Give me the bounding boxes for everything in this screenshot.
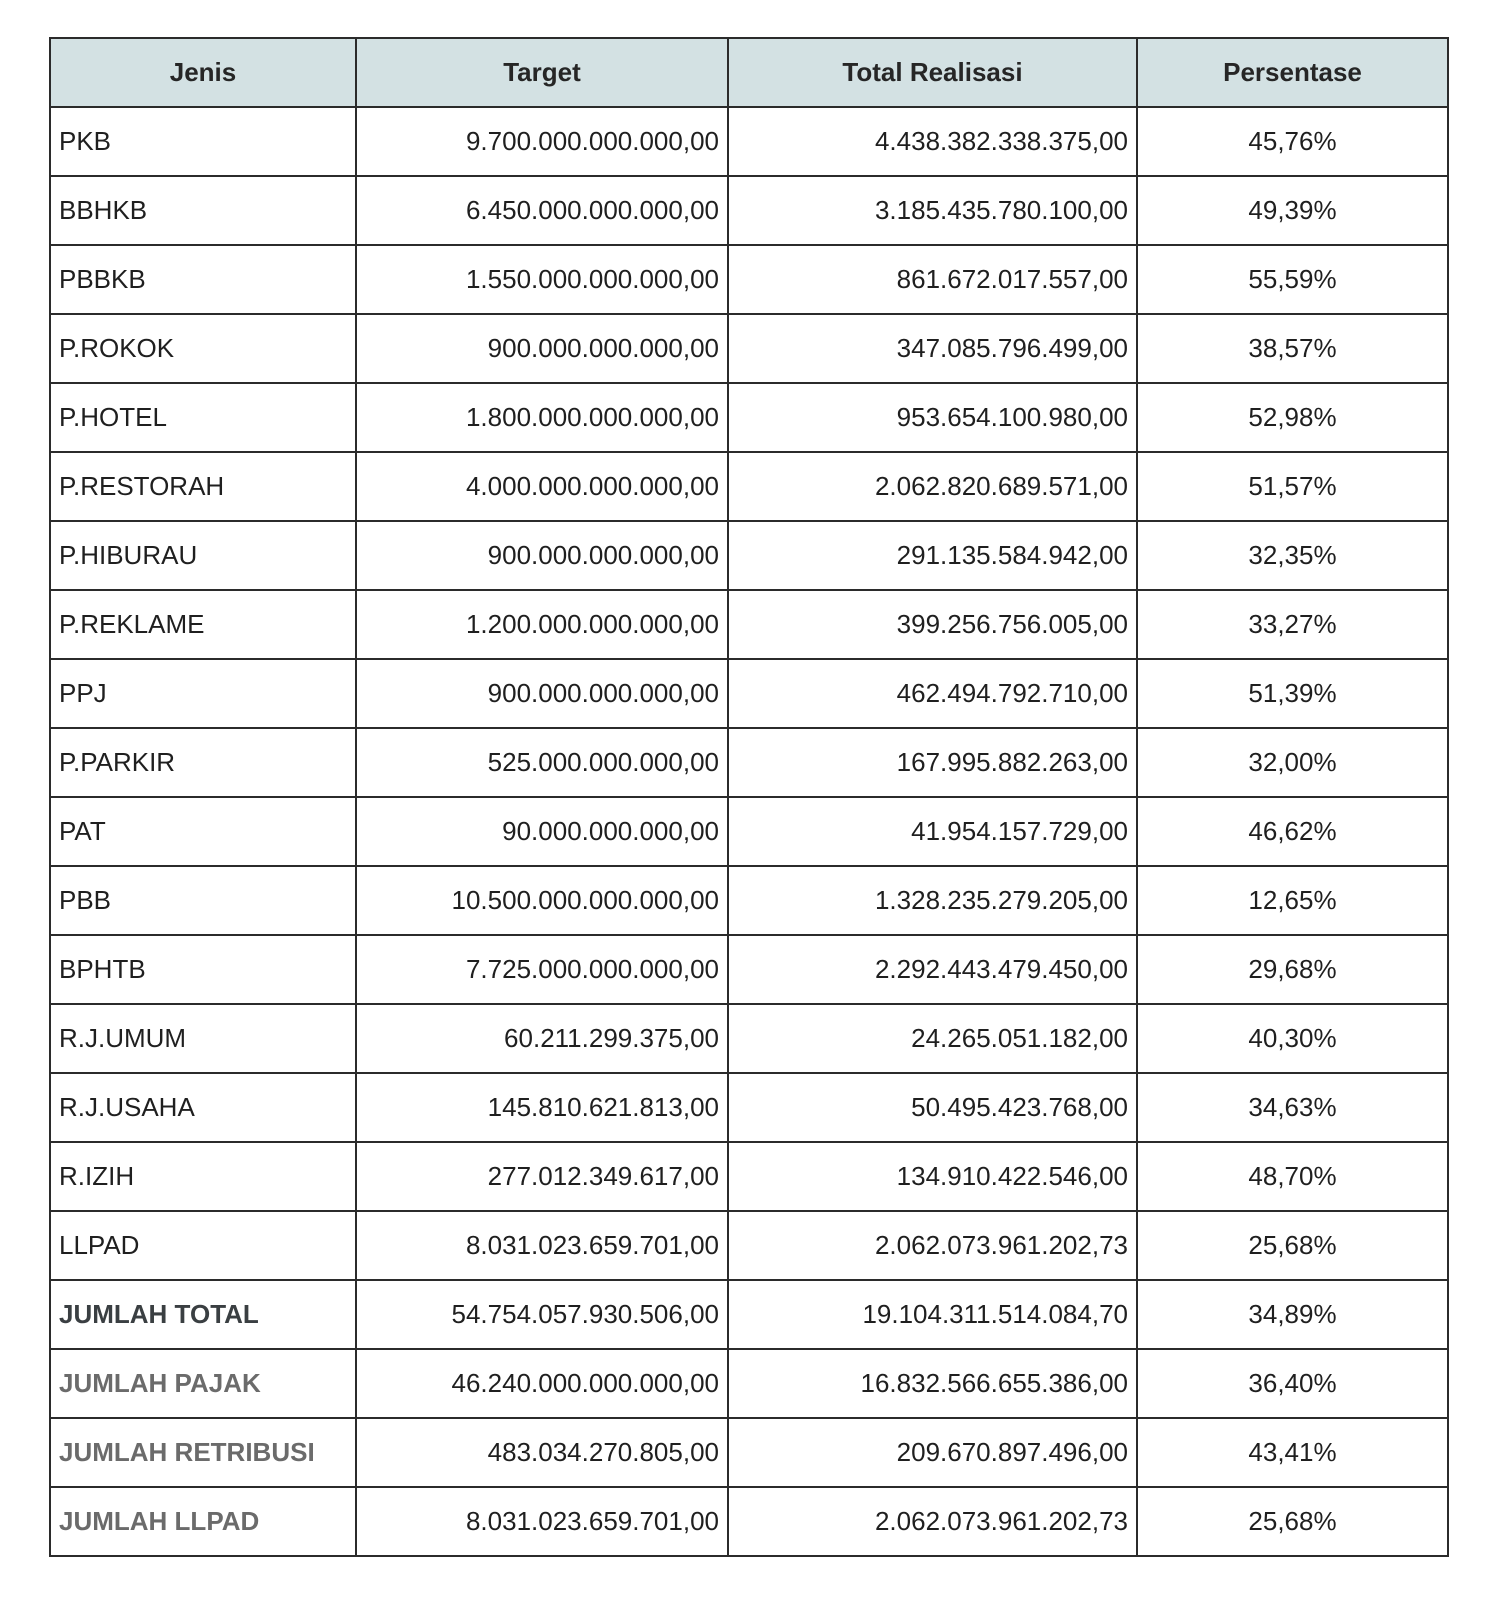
cell-persentase: 51,39%: [1137, 659, 1448, 728]
cell-persentase: 45,76%: [1137, 107, 1448, 176]
cell-target: 9.700.000.000.000,00: [356, 107, 728, 176]
summary-row: [50, 1418, 1448, 1487]
table-row: [50, 107, 1448, 176]
cell-persentase: 12,65%: [1137, 866, 1448, 935]
cell-persentase: 25,68%: [1137, 1487, 1448, 1556]
cell-target: 6.450.000.000.000,00: [356, 176, 728, 245]
cell-target: 60.211.299.375,00: [356, 1004, 728, 1073]
realisasi-table: [49, 37, 1449, 1557]
cell-total-realisasi: 3.185.435.780.100,00: [728, 176, 1137, 245]
cell-persentase: 34,89%: [1137, 1280, 1448, 1349]
table-row: [50, 728, 1448, 797]
cell-total-realisasi: 2.062.073.961.202,73: [728, 1211, 1137, 1280]
cell-jenis: P.PARKIR: [50, 728, 356, 797]
cell-jenis: JUMLAH TOTAL: [50, 1280, 356, 1349]
cell-jenis: PPJ: [50, 659, 356, 728]
cell-jenis: BPHTB: [50, 935, 356, 1004]
cell-total-realisasi: 41.954.157.729,00: [728, 797, 1137, 866]
cell-jenis: PAT: [50, 797, 356, 866]
cell-target: 8.031.023.659.701,00: [356, 1487, 728, 1556]
cell-total-realisasi: 462.494.792.710,00: [728, 659, 1137, 728]
cell-target: 525.000.000.000,00: [356, 728, 728, 797]
cell-total-realisasi: 167.995.882.263,00: [728, 728, 1137, 797]
cell-jenis: P.RESTORAH: [50, 452, 356, 521]
cell-target: 10.500.000.000.000,00: [356, 866, 728, 935]
cell-jenis: JUMLAH RETRIBUSI: [50, 1418, 356, 1487]
cell-target: 7.725.000.000.000,00: [356, 935, 728, 1004]
cell-total-realisasi: 2.062.820.689.571,00: [728, 452, 1137, 521]
cell-total-realisasi: 16.832.566.655.386,00: [728, 1349, 1137, 1418]
table-row: [50, 176, 1448, 245]
cell-persentase: 32,35%: [1137, 521, 1448, 590]
cell-persentase: 34,63%: [1137, 1073, 1448, 1142]
cell-persentase: 43,41%: [1137, 1418, 1448, 1487]
table-body: [50, 107, 1448, 1556]
summary-row: [50, 1487, 1448, 1556]
table-row: [50, 659, 1448, 728]
cell-jenis: R.IZIH: [50, 1142, 356, 1211]
table-row: [50, 521, 1448, 590]
column-header-total-realisasi: Total Realisasi: [728, 38, 1137, 107]
table-row: [50, 245, 1448, 314]
table-row: [50, 383, 1448, 452]
cell-total-realisasi: 861.672.017.557,00: [728, 245, 1137, 314]
table-row: [50, 1073, 1448, 1142]
cell-jenis: PKB: [50, 107, 356, 176]
column-header-target: Target: [356, 38, 728, 107]
cell-persentase: 36,40%: [1137, 1349, 1448, 1418]
report-table-container: [49, 37, 1447, 1557]
cell-target: 54.754.057.930.506,00: [356, 1280, 728, 1349]
table-row: [50, 797, 1448, 866]
column-header-jenis: Jenis: [50, 38, 356, 107]
cell-jenis: P.HIBURAU: [50, 521, 356, 590]
cell-total-realisasi: 399.256.756.005,00: [728, 590, 1137, 659]
cell-total-realisasi: 953.654.100.980,00: [728, 383, 1137, 452]
cell-target: 900.000.000.000,00: [356, 314, 728, 383]
column-header-persentase: Persentase: [1137, 38, 1448, 107]
cell-jenis: JUMLAH LLPAD: [50, 1487, 356, 1556]
cell-total-realisasi: 1.328.235.279.205,00: [728, 866, 1137, 935]
cell-persentase: 46,62%: [1137, 797, 1448, 866]
cell-persentase: 51,57%: [1137, 452, 1448, 521]
cell-jenis: P.ROKOK: [50, 314, 356, 383]
header-row: [50, 38, 1448, 107]
cell-jenis: JUMLAH PAJAK: [50, 1349, 356, 1418]
cell-persentase: 52,98%: [1137, 383, 1448, 452]
cell-jenis: R.J.UMUM: [50, 1004, 356, 1073]
table-row: [50, 1004, 1448, 1073]
table-row: [50, 590, 1448, 659]
cell-target: 900.000.000.000,00: [356, 521, 728, 590]
cell-total-realisasi: 291.135.584.942,00: [728, 521, 1137, 590]
cell-jenis: LLPAD: [50, 1211, 356, 1280]
cell-target: 145.810.621.813,00: [356, 1073, 728, 1142]
cell-persentase: 55,59%: [1137, 245, 1448, 314]
cell-target: 277.012.349.617,00: [356, 1142, 728, 1211]
cell-persentase: 25,68%: [1137, 1211, 1448, 1280]
cell-target: 1.200.000.000.000,00: [356, 590, 728, 659]
cell-target: 900.000.000.000,00: [356, 659, 728, 728]
summary-row: [50, 1280, 1448, 1349]
cell-total-realisasi: 2.292.443.479.450,00: [728, 935, 1137, 1004]
cell-jenis: BBHKB: [50, 176, 356, 245]
cell-jenis: R.J.USAHA: [50, 1073, 356, 1142]
cell-total-realisasi: 347.085.796.499,00: [728, 314, 1137, 383]
cell-target: 1.800.000.000.000,00: [356, 383, 728, 452]
table-row: [50, 866, 1448, 935]
cell-persentase: 49,39%: [1137, 176, 1448, 245]
cell-target: 8.031.023.659.701,00: [356, 1211, 728, 1280]
cell-jenis: P.HOTEL: [50, 383, 356, 452]
table-header: [50, 38, 1448, 107]
table-row: [50, 1142, 1448, 1211]
cell-total-realisasi: 50.495.423.768,00: [728, 1073, 1137, 1142]
table-row: [50, 935, 1448, 1004]
cell-persentase: 38,57%: [1137, 314, 1448, 383]
cell-total-realisasi: 2.062.073.961.202,73: [728, 1487, 1137, 1556]
summary-row: [50, 1349, 1448, 1418]
cell-persentase: 40,30%: [1137, 1004, 1448, 1073]
cell-target: 46.240.000.000.000,00: [356, 1349, 728, 1418]
table-row: [50, 314, 1448, 383]
cell-persentase: 33,27%: [1137, 590, 1448, 659]
cell-target: 1.550.000.000.000,00: [356, 245, 728, 314]
cell-persentase: 29,68%: [1137, 935, 1448, 1004]
table-row: [50, 1211, 1448, 1280]
cell-total-realisasi: 24.265.051.182,00: [728, 1004, 1137, 1073]
cell-jenis: PBB: [50, 866, 356, 935]
cell-persentase: 48,70%: [1137, 1142, 1448, 1211]
cell-total-realisasi: 4.438.382.338.375,00: [728, 107, 1137, 176]
cell-total-realisasi: 134.910.422.546,00: [728, 1142, 1137, 1211]
cell-target: 483.034.270.805,00: [356, 1418, 728, 1487]
cell-target: 90.000.000.000,00: [356, 797, 728, 866]
cell-total-realisasi: 19.104.311.514.084,70: [728, 1280, 1137, 1349]
cell-total-realisasi: 209.670.897.496,00: [728, 1418, 1137, 1487]
cell-jenis: P.REKLAME: [50, 590, 356, 659]
cell-target: 4.000.000.000.000,00: [356, 452, 728, 521]
table-row: [50, 452, 1448, 521]
cell-persentase: 32,00%: [1137, 728, 1448, 797]
cell-jenis: PBBKB: [50, 245, 356, 314]
